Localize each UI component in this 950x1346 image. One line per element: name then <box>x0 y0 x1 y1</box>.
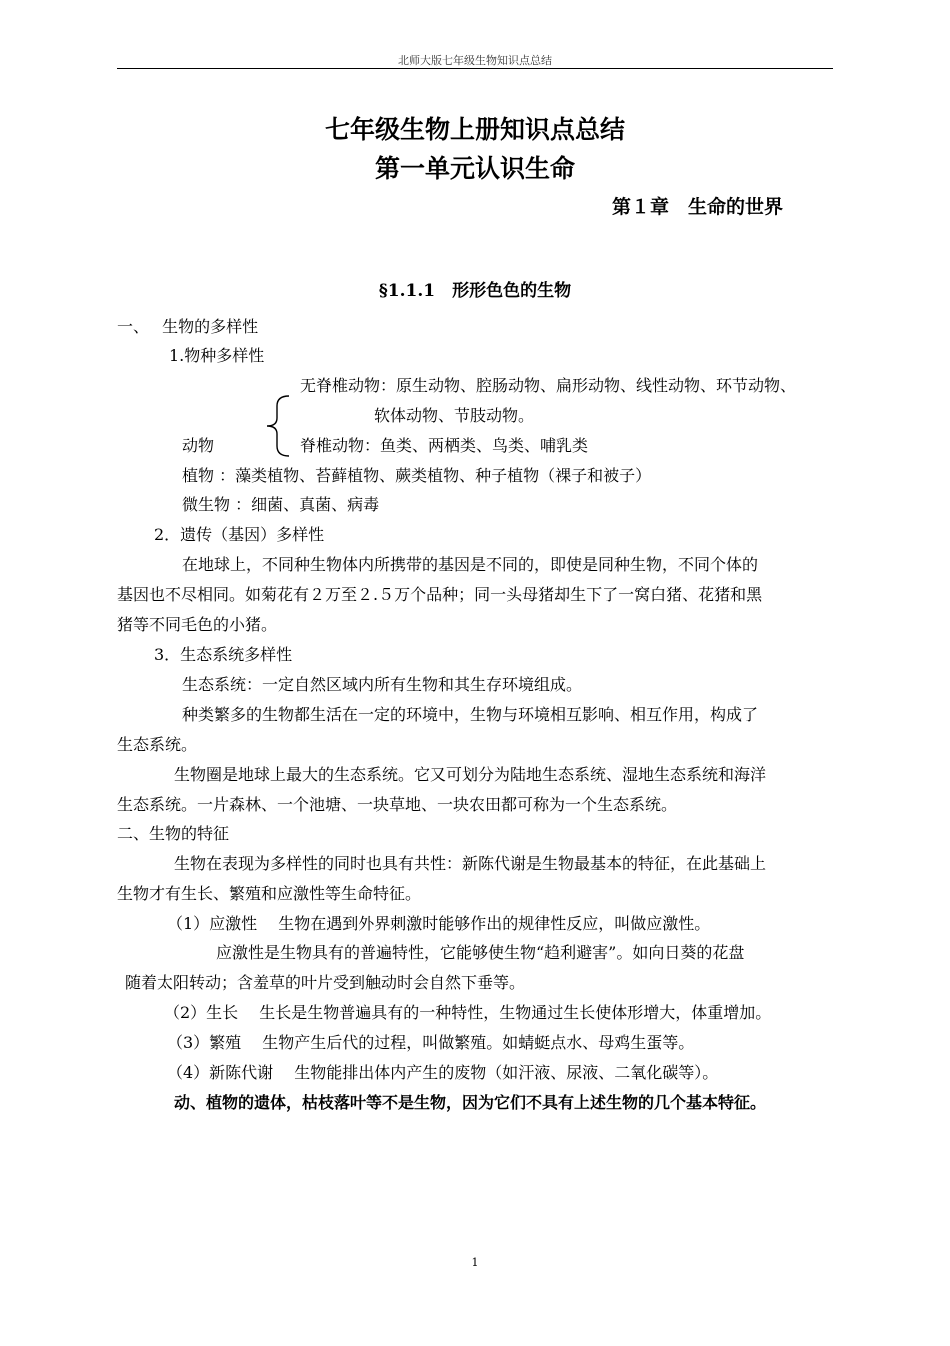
running-header: 北师大版七年级生物知识点总结 <box>398 54 552 67</box>
page-number: 1 <box>471 1256 479 1269</box>
feature-metabolism: （4）新陈代谢 生物能排出体内产生的废物（如汗液、尿液、二氧化碳等）。 <box>167 1063 719 1082</box>
invertebrates-line-1: 无脊椎动物：原生动物、腔肠动物、扁形动物、线性动物、环节动物、 <box>300 376 797 395</box>
feature-reproduction: （3）繁殖 生物产生后代的过程，叫做繁殖。如蜻蜓点水、母鸡生蛋等。 <box>167 1033 695 1052</box>
paragraph-line: 随着太阳转动；含羞草的叶片受到触动时会自然下垂等。 <box>125 973 526 992</box>
unit-title: 第一单元认识生命 <box>374 154 575 183</box>
subheading-ecosystem: 3．生态系统多样性 <box>154 645 293 664</box>
paragraph-line: 生态系统：一定自然区域内所有生物和其生存环境组成。 <box>182 675 583 694</box>
paragraph-line: 在地球上，不同种生物体内所携带的基因是不同的，即使是同种生物，不同个体的 <box>182 555 759 574</box>
microbes-line: 微生物 ：细菌、真菌、病毒 <box>182 495 380 514</box>
paragraph-line: 基因也不尽相同。如菊花有２万至２.５万个品种；同一头母猪却生下了一窝白猪、花猪和黑 <box>117 585 763 604</box>
brace-icon <box>263 394 293 458</box>
subheading-genetic: 2．遗传（基因）多样性 <box>154 525 325 544</box>
paragraph-line: 生物才有生长、繁殖和应激性等生命特征。 <box>117 884 422 903</box>
conclusion-line: 动、植物的遗体，枯枝落叶等不是生物，因为它们不具有上述生物的几个基本特征。 <box>174 1093 767 1112</box>
heading-diversity: 一、 生物的多样性 <box>117 317 259 336</box>
paragraph-line: 应激性是生物具有的普遍特性，它能够使生物“趋利避害”。如向日葵的花盘 <box>216 943 745 962</box>
feature-irritability: （1）应激性 生物在遇到外界刺激时能够作出的规律性反应，叫做应激性。 <box>167 914 711 933</box>
document-title: 七年级生物上册知识点总结 <box>324 115 625 144</box>
plants-line: 植物 ：藻类植物、苔藓植物、蕨类植物、种子植物（裸子和被子） <box>182 466 652 485</box>
section-title: §1.1.1 形形色色的生物 <box>378 281 572 301</box>
paragraph-line: 生物在表现为多样性的同时也具有共性：新陈代谢是生物最基本的特征，在此基础上 <box>174 854 767 873</box>
header-rule <box>117 68 833 69</box>
paragraph-line: 生态系统。 <box>117 735 198 754</box>
invertebrates-line-2: 软体动物、节肢动物。 <box>374 406 535 425</box>
animal-label: 动物 <box>182 436 215 455</box>
paragraph-line: 猪等不同毛色的小猪。 <box>117 615 278 634</box>
chapter-title: 第１章 生命的世界 <box>612 196 784 218</box>
paragraph-line: 生态系统。一片森林、一个池塘、一块草地、一块农田都可称为一个生态系统。 <box>117 795 678 814</box>
subheading-species: 1.物种多样性 <box>169 346 265 365</box>
paragraph-line: 种类繁多的生物都生活在一定的环境中，生物与环境相互影响、相互作用，构成了 <box>182 705 759 724</box>
feature-growth: （2）生长 生长是生物普遍具有的一种特性，生物通过生长使体形增大，体重增加。 <box>164 1003 772 1022</box>
vertebrates-line: 脊椎动物：鱼类、两栖类、鸟类、哺乳类 <box>300 436 589 455</box>
paragraph-line: 生物圈是地球上最大的生态系统。它又可划分为陆地生态系统、湿地生态系统和海洋 <box>174 765 767 784</box>
heading-features: 二、生物的特征 <box>117 824 230 843</box>
